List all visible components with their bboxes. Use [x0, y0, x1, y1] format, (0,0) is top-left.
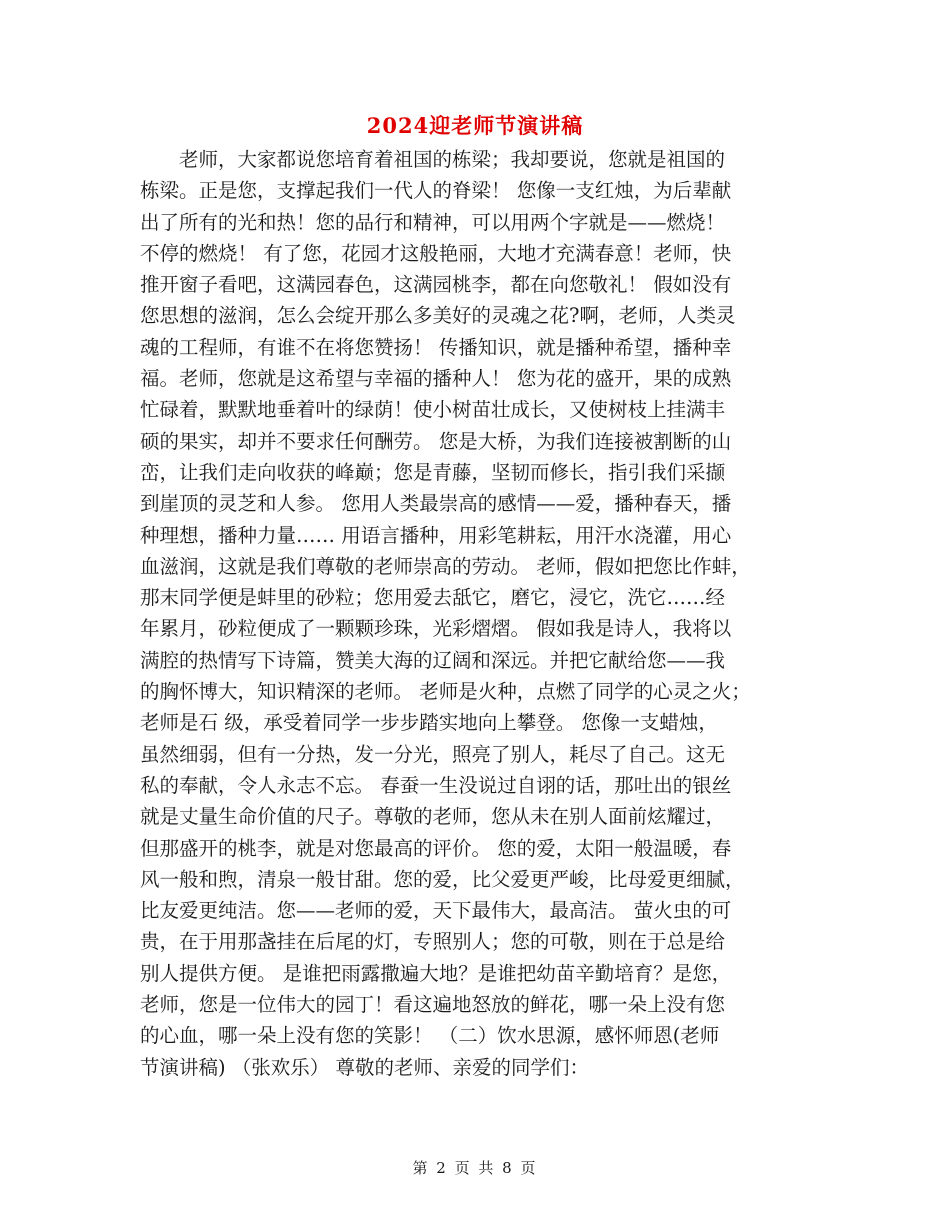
body-line: 但那盛开的桃李，就是对您最高的评价。 您的爱，太阳一般温暖，春	[140, 836, 732, 860]
body-line: 老师，您是一位伟大的园丁！看这遍地怒放的鲜花，哪一朵上没有您	[140, 993, 726, 1017]
body-line: 节演讲稿) （张欢乐） 尊敬的老师、亲爱的同学们：	[140, 1055, 590, 1079]
document-body	[140, 144, 812, 1083]
body-line: 硕的果实，却并不要求任何酬劳。 您是大桥，为我们连接被割断的山	[140, 429, 732, 453]
body-line: 贵，在于用那盏挂在后尾的灯，专照别人；您的可敬，则在于总是给	[140, 930, 726, 954]
page-number-footer: 第 2 页 共 8 页	[412, 1159, 538, 1177]
body-line: 栋梁。正是您，支撑起我们一代人的脊梁！ 您像一支红烛，为后辈献	[140, 179, 732, 203]
body-line: 血滋润，这就是我们尊敬的老师崇高的劳动。 老师，假如把您比作蚌，	[140, 554, 751, 578]
body-line: 比友爱更纯洁。您——老师的爱，天下最伟大，最高洁。 萤火虫的可	[140, 899, 732, 923]
body-line: 风一般和煦，清泉一般甘甜。您的爱，比父爱更严峻，比母爱更细腻，	[140, 867, 745, 891]
document-title: 2024迎老师节演讲稿	[366, 113, 584, 138]
body-line: 福。老师，您就是这希望与幸福的播种人！ 您为花的盛开，果的成熟	[140, 367, 732, 391]
body-line: 老师是石 级，承受着同学一步步踏实地向上攀登。 您像一支蜡烛，	[140, 711, 718, 735]
body-line: 别人提供方便。 是谁把雨露撒遍大地？是谁把幼苗辛勤培育？是您，	[140, 961, 732, 985]
body-line: 到崖顶的灵芝和人参。 您用人类最崇高的感情——爱，播种春天，播	[140, 492, 732, 516]
body-line: 老师，大家都说您培育着祖国的栋梁；我却要说，您就是祖国的	[140, 148, 726, 171]
body-line: 不停的燃烧！ 有了您，花园才这般艳丽，大地才充满春意！老师，快	[140, 241, 732, 265]
body-line: 种理想，播种力量…… 用语言播种，用彩笔耕耘，用汗水浇灌，用心	[140, 523, 732, 547]
body-line: 的心血，哪一朵上没有您的笑影！ （二）饮水思源，感怀师恩(老师	[140, 1024, 720, 1048]
body-line: 就是丈量生命价值的尺子。尊敬的老师，您从未在别人面前炫耀过，	[140, 805, 726, 829]
body-line: 私的奉献，令人永志不忘。 春蚕一生没说过自诩的话，那吐出的银丝	[140, 773, 732, 797]
body-line: 那末同学便是蚌里的砂粒；您用爱去舐它，磨它，浸它，洗它……经	[140, 586, 726, 610]
body-line: 的胸怀博大，知识精深的老师。 老师是火种，点燃了同学的心灵之火；	[140, 680, 751, 704]
body-line: 峦，让我们走向收获的峰巅；您是青藤，坚韧而修长，指引我们采撷	[140, 460, 726, 484]
body-line: 满腔的热情写下诗篇，赞美大海的辽阔和深远。并把它献给您——我	[140, 648, 726, 672]
body-line: 忙碌着，默默地垂着叶的绿荫！使小树苗壮成长，又使树枝上挂满丰	[140, 398, 726, 422]
body-line: 推开窗子看吧，这满园春色，这满园桃李，都在向您敬礼！ 假如没有	[140, 273, 732, 297]
body-line: 出了所有的光和热！您的品行和精神，可以用两个字就是——燃烧！	[140, 210, 726, 234]
body-line: 虽然细弱，但有一分热，发一分光，照亮了别人，耗尽了自己。这无	[140, 742, 726, 766]
body-line: 年累月，砂粒便成了一颗颗珍珠，光彩熠熠。 假如我是诗人，我将以	[140, 617, 732, 641]
body-line: 您思想的滋润，怎么会绽开那么多美好的灵魂之花?啊，老师，人类灵	[140, 304, 736, 328]
body-line: 魂的工程师，有谁不在将您赞扬！ 传播知识，就是播种希望，播种幸	[140, 335, 732, 359]
